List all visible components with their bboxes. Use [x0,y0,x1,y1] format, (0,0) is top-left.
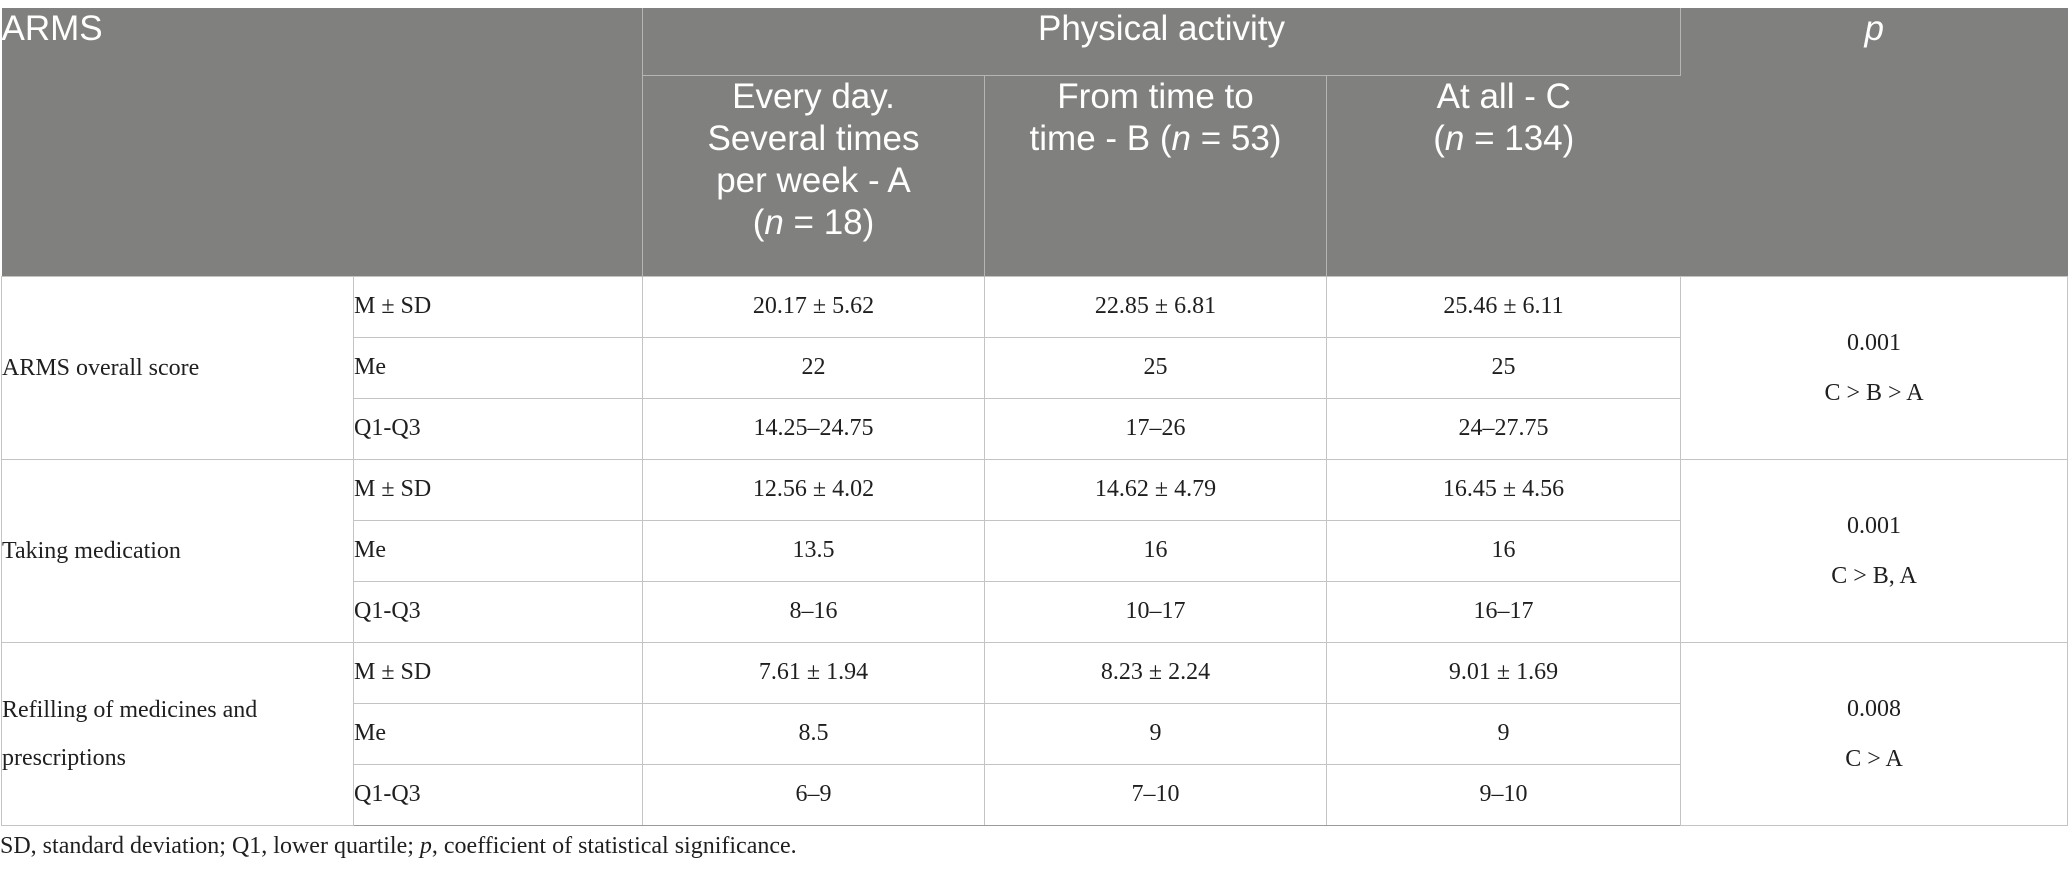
value-cell: 24–27.75 [1327,398,1681,459]
stat-label: Q1-Q3 [354,764,643,825]
p-comparison: C > B, A [1831,562,1917,589]
value-cell: 25 [985,337,1327,398]
group-a-line-3: per week - A [716,160,911,200]
header-group-b [985,75,1327,276]
value-cell: 25.46 ± 6.11 [1327,276,1681,337]
stat-label: Me [354,703,643,764]
value-cell: 25 [1327,337,1681,398]
value-cell: 22.85 ± 6.81 [985,276,1327,337]
value-cell: 14.25–24.75 [643,398,985,459]
value-cell: 7.61 ± 1.94 [643,642,985,703]
p-value-cell [1681,642,2068,825]
table-footnote: SD, standard deviation; Q1, lower quartile; p, coefficient of statistical significance. [0,833,797,859]
value-cell: 13.5 [643,520,985,581]
value-cell: 12.56 ± 4.02 [643,459,985,520]
stat-label: M ± SD [354,459,643,520]
value-cell: 16.45 ± 4.56 [1327,459,1681,520]
group-a-n: (n = 18) [752,202,875,242]
stat-label: Me [354,520,643,581]
header-p: p [1681,8,2068,276]
stat-label: Q1-Q3 [354,398,643,459]
value-cell: 7–10 [985,764,1327,825]
group-a-line-2: Several times [707,118,920,158]
p-value: 0.001 [1847,512,1902,539]
p-comparison: C > B > A [1824,379,1924,406]
value-cell: 22 [643,337,985,398]
value-cell: 8.5 [643,703,985,764]
value-cell: 16 [985,520,1327,581]
value-cell: 14.62 ± 4.79 [985,459,1327,520]
value-cell: 10–17 [985,581,1327,642]
value-cell: 8.23 ± 2.24 [985,642,1327,703]
value-cell: 16 [1327,520,1681,581]
value-cell: 9 [1327,703,1681,764]
value-cell: 9 [985,703,1327,764]
group-a-line-1: Every day. [732,76,895,116]
value-cell: 17–26 [985,398,1327,459]
table-row [2,459,2068,520]
value-cell: 9.01 ± 1.69 [1327,642,1681,703]
stat-label: Me [354,337,643,398]
header-group-c [1327,75,1681,276]
group-c-n: (n = 134) [1433,118,1575,158]
p-value-cell [1681,276,2068,459]
table-row [2,276,2068,337]
header-physical-activity: Physical activity [643,8,1681,75]
p-value: 0.008 [1847,695,1902,722]
p-value: 0.001 [1847,329,1902,356]
row-label-refilling: Refilling of medicines and prescriptions [2,642,354,825]
stat-label: M ± SD [354,276,643,337]
row-label-overall: ARMS overall score [2,276,354,459]
stat-label: Q1-Q3 [354,581,643,642]
header-arms: ARMS [2,8,643,276]
value-cell: 8–16 [643,581,985,642]
value-cell: 16–17 [1327,581,1681,642]
value-cell: 6–9 [643,764,985,825]
p-value-cell [1681,459,2068,642]
value-cell: 20.17 ± 5.62 [643,276,985,337]
value-cell: 9–10 [1327,764,1681,825]
group-b-line-2: time - B (n = 53) [1029,118,1282,158]
group-c-line-1: At all - C [1436,76,1571,116]
group-b-line-1: From time to [1057,76,1254,116]
arms-table [1,8,2068,826]
header-group-a [643,75,985,276]
row-label-taking-medication: Taking medication [2,459,354,642]
p-comparison: C > A [1845,745,1903,772]
stat-label: M ± SD [354,642,643,703]
table-row [2,642,2068,703]
